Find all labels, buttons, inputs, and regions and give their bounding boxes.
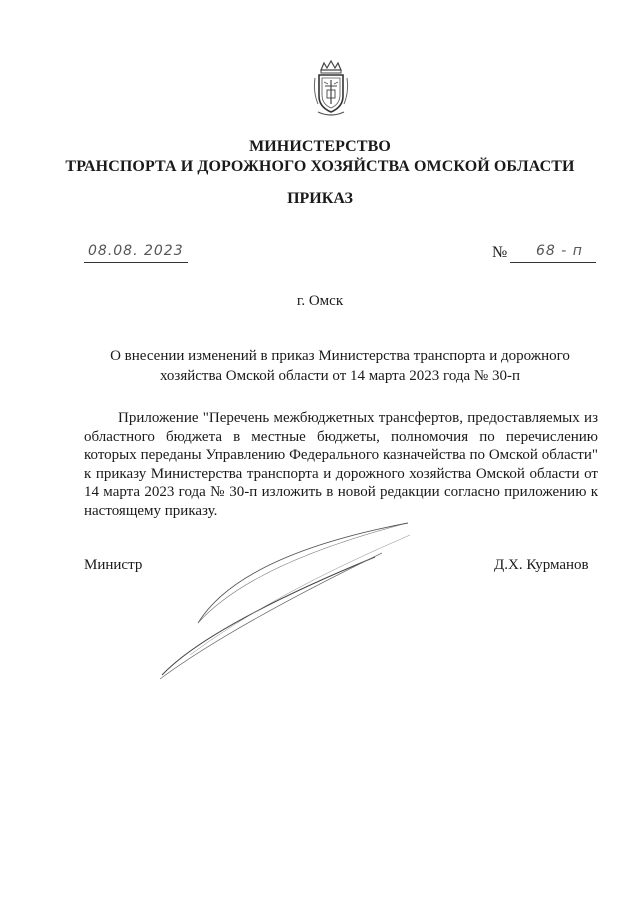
handwritten-number: 68 - п [536,243,583,259]
signatory-name: Д.Х. Курманов [494,557,589,573]
order-subject: О внесении изменений в приказ Министерства транспорта и дорожного хозяйства Омской области от 14 марта 2023 года № 30-п [110,348,570,384]
signatory-role: Министр [84,557,143,573]
city: г. Омск [296,293,344,309]
organization-name-line1: МИНИСТЕРСТВО [249,138,391,155]
organization-name-line2: ТРАНСПОРТА И ДОРОЖНОГО ХОЗЯЙСТВА ОМСКОЙ ОБЛАСТИ [65,158,575,175]
document-type: ПРИКАЗ [287,190,353,207]
handwritten-date: 08.08. 2023 [88,243,184,259]
coat-of-arms-icon [312,60,350,118]
number-field [510,242,596,263]
handwritten-signature [150,515,430,695]
order-body: Приложение "Перечень межбюджетных трансфертов, предоставляемых из областного бюджета в местные бюджеты, полномочия по перечислению которых переданы Управлению Федерального казначейства по Омской области" к приказу Министерства транспорта и дорожного хозяйства Омской области от 14 марта 2023 года № 30-п изложить в новой редакции согласно приложению к настоящему приказу. [84,410,598,519]
date-field [84,242,188,263]
number-sign: № [492,244,508,261]
